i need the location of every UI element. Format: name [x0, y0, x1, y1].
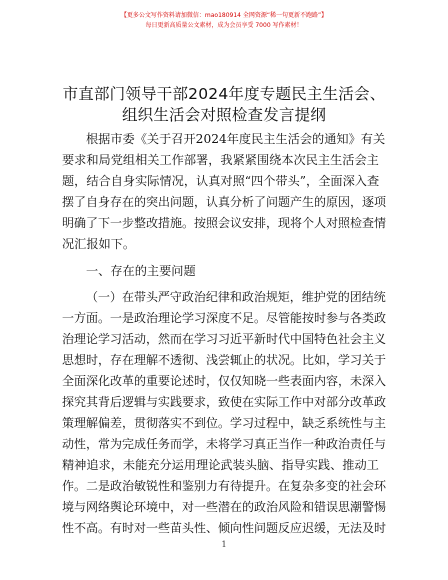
body-line: 策理解偏差，贯彻落实不到位。学习过程中，缺乏系统性与主	[62, 416, 387, 430]
body-line: 思想时，存在理解不透彻、浅尝辄止的状况。比如，学习关于	[62, 353, 387, 367]
body-line: 题，结合自身实际情况，认真对照“四个带头”，全面深入查	[62, 174, 380, 188]
document-title-line-1: 市直部门领导干部2024年度专题民主生活会、	[62, 85, 386, 103]
body-line: 精神追求，未能充分运用理论武装头脑、指导实践、推动工	[62, 458, 379, 472]
body-line: 性不高。有时对一些苗头性、倾向性问题反应迟缓，无法及时	[62, 521, 387, 535]
body-line: 况汇报如下。	[62, 237, 136, 251]
body-line: 探究其背后逻辑与实践要求，致使在实际工作中对部分改革政	[62, 395, 387, 409]
body-line: 作。二是政治敏锐性和鉴别力有待提升。在复杂多变的社会环	[62, 479, 387, 493]
document-title-line-2: 组织生活会对照检查发言提纲	[121, 106, 327, 124]
section-heading: 一、存在的主要问题	[86, 264, 196, 278]
body-line: 治理论学习活动，然而在学习习近平新时代中国特色社会主义	[62, 332, 387, 346]
promo-banner-line-1: 【更多公文写作资料请加微信：mao180914 全网资源“稀一句更新不跑路”】	[120, 12, 328, 19]
page-number: 1	[221, 540, 227, 549]
body-line: 一方面。一是政治理论学习深度不足。尽管能按时参与各类政	[62, 311, 387, 325]
promo-banner-line-2: 每日更新高质量公文素材，成为会员享受 7000 写作素材！	[145, 22, 303, 29]
body-line: 根据市委《关于召开2024年度民主生活会的通知》有关	[86, 132, 386, 146]
body-line: 境与网络舆论环境中，对一些潜在的政治风险和错误思潮警惕	[62, 500, 387, 514]
body-line: 明确了下一步整改措施。按照会议安排，现将个人对照检查情	[62, 216, 387, 230]
body-line: 要求和局党组相关工作部署，我紧紧围绕本次民主生活会主	[62, 153, 379, 167]
body-line: 全面深化改革的重要论述时，仅仅知晓一些表面内容，未深入	[62, 374, 387, 388]
body-line: 动性，常为完成任务而学，未将学习真正当作一种政治责任与	[62, 437, 387, 451]
body-line: （一）在带头严守政治纪律和政治规矩，维护党的团结统	[86, 290, 386, 304]
body-line: 摆了自身存在的突出问题，认真分析了问题产生的原因，逐项	[62, 195, 387, 209]
